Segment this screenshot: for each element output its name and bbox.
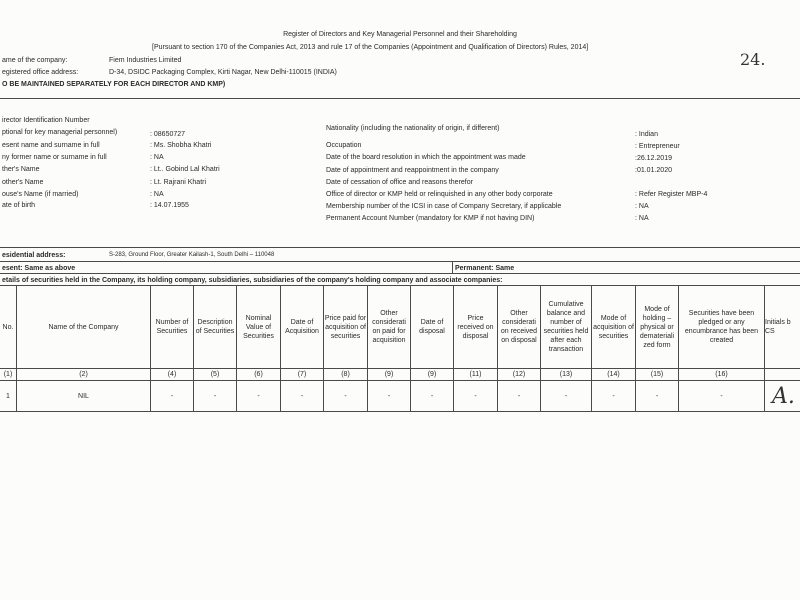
- table-data-cell: -: [517, 392, 521, 400]
- present-address-label: esent: Same as above: [2, 265, 76, 272]
- table-header-cell: Cumulative balance and number of securities held after each transaction: [543, 301, 589, 353]
- table-data-cell: -: [474, 392, 477, 400]
- table-number-cell: (2): [79, 371, 88, 378]
- table-data-cell: -: [720, 392, 723, 400]
- table-header-cell: Initials b CS: [765, 319, 791, 335]
- table-data-cell: -: [612, 392, 615, 400]
- table-data-cell: -: [170, 392, 174, 400]
- address-top-line: [0, 247, 800, 248]
- field-value: : Ms. Shobha Khatri: [150, 142, 212, 149]
- table-number-cell: (9): [384, 371, 394, 378]
- field-value: : NA: [150, 191, 164, 198]
- table-data-cell: -: [213, 392, 217, 400]
- page-number-mark: 24.: [740, 50, 766, 69]
- maintain-note: O BE MAINTAINED SEPARATELY FOR EACH DIRECTOR AND KMP): [2, 81, 226, 88]
- field-label: ny former name or surname in full: [2, 154, 107, 161]
- field-label: Date of cessation of office and reasons therefor: [326, 179, 473, 186]
- field-label: Permanent Account Number (mandatory for KMP if not having DIN): [326, 215, 535, 222]
- table-header-cell: Mode of holding – physical or demateriali zed form: [639, 305, 675, 349]
- table-number-cell: (6): [254, 371, 263, 378]
- office-address-value: D-34, DSIDC Packaging Complex, Kirti Nagar, New Delhi-110015 (INDIA): [109, 69, 337, 76]
- table-data-cell: -: [655, 392, 659, 400]
- table-number-cell: (14): [607, 371, 620, 378]
- table-header-cell: Other considerati on paid for acquisition: [372, 310, 406, 344]
- table-header-cell: Securities have been pledged or any encumbrance has been created: [684, 310, 759, 344]
- table-header-cell: Price received on disposal: [457, 314, 494, 340]
- table-header-cell: Name of the Company: [48, 323, 119, 331]
- table-data-cell: -: [564, 392, 568, 400]
- table-data-cell: NIL: [78, 392, 89, 400]
- table-header-cell: Date of Acquisition: [285, 319, 319, 335]
- field-label: ate of birth: [2, 202, 36, 209]
- register-subtitle: [Pursuant to section 170 of the Companies Act, 2013 and rule 17 of the Companies (Appointment and Qualification of Directors) Rules, 2014]: [152, 44, 589, 51]
- table-data-cell: -: [344, 392, 347, 400]
- company-name-label: ame of the company:: [2, 57, 68, 64]
- top-divider: [0, 98, 800, 99]
- table-number-cell: (4): [167, 371, 177, 378]
- table-number-cell: (7): [297, 371, 307, 378]
- table-number-cell: (9): [427, 371, 437, 378]
- field-value: :01.01.2020: [635, 167, 672, 174]
- table-data-cell: -: [257, 392, 260, 400]
- table-number-cell: (8): [341, 371, 350, 378]
- table-data-cell: -: [300, 392, 304, 400]
- table-data-cell: -: [387, 392, 391, 400]
- field-label: irector Identification Number: [2, 117, 90, 124]
- company-name-value: Fiem Industries Limited: [109, 57, 182, 64]
- field-value: :26.12.2019: [635, 155, 672, 162]
- field-value: : Indian: [635, 131, 658, 138]
- field-value: : 14.07.1955: [150, 202, 189, 209]
- field-label: other's Name: [2, 179, 44, 186]
- address-divider: [452, 261, 453, 273]
- table-number-cell: (15): [650, 371, 664, 378]
- table-number-cell: (16): [715, 371, 728, 378]
- table-header-cell: Description of Securities: [195, 319, 235, 335]
- field-value: : 08650727: [150, 131, 186, 138]
- table-data-cell: 1: [6, 392, 10, 400]
- table-number-cell: (12): [512, 371, 526, 378]
- field-value: : NA: [635, 203, 649, 210]
- table-header-cell: Other considerati on received on disposal: [500, 310, 538, 344]
- register-title: Register of Directors and Key Managerial Personnel and their Shareholding: [283, 31, 517, 38]
- table-bottom-line: [0, 411, 800, 412]
- field-value: : Refer Register MBP-4: [635, 191, 708, 198]
- table-data-cell: -: [430, 392, 434, 400]
- table-header-cell: Price paid for acquisition of securities: [324, 314, 367, 340]
- field-value: : Lt.. Gobind Lal Khatri: [150, 166, 220, 173]
- field-label: Office of director or KMP held or relinquished in any other body corporate: [326, 191, 553, 198]
- residential-address-value: S-283, Ground Floor, Greater Kailash-1, South Delhi – 110048: [109, 252, 275, 258]
- table-number-cell: (5): [210, 371, 220, 378]
- field-label: Nationality (including the nationality of origin, if different): [326, 125, 500, 132]
- field-value: : NA: [635, 215, 649, 222]
- table-header-cell: Mode of acquisition of securities: [593, 314, 634, 340]
- field-value: : Entrepreneur: [635, 143, 680, 150]
- address-mid-line: [0, 261, 800, 262]
- table-number-cell: (11): [469, 371, 482, 378]
- field-label: ther's Name: [2, 166, 40, 173]
- table-header-cell: Date of disposal: [419, 319, 445, 335]
- table-number-cell: (13): [559, 371, 573, 378]
- field-value: : NA: [150, 154, 164, 161]
- field-label: Date of appointment and reappointment in the company: [326, 167, 499, 174]
- field-value: : Lt. Rajrani Khatri: [150, 179, 207, 186]
- field-label: esent name and surname in full: [2, 142, 100, 149]
- table-header-cell: Number of Securities: [155, 319, 189, 335]
- field-label: Date of the board resolution in which the appointment was made: [326, 154, 526, 161]
- permanent-address-label: Permanent: Same: [455, 265, 515, 272]
- initials-handwritten-mark: A.: [772, 384, 795, 409]
- field-label: Occupation: [326, 142, 362, 149]
- securities-section-title: etails of securities held in the Company, its holding company, subsidiaries, subsidiaries of the company's holding company and associate companies:: [2, 277, 503, 284]
- office-address-label: egistered office address:: [2, 69, 79, 76]
- table-header-cell: Nominal Value of Securities: [243, 314, 274, 340]
- address-bottom-line: [0, 273, 800, 274]
- field-label: ptional for key managerial personnel): [2, 129, 118, 136]
- residential-address-label: esidential address:: [2, 252, 66, 259]
- table-header-cell: No.: [2, 323, 14, 331]
- field-label: Membership number of the ICSI in case of Company Secretary, if applicable: [326, 203, 562, 210]
- table-number-cell: (1): [3, 371, 13, 378]
- field-label: ouse's Name (if married): [2, 191, 79, 198]
